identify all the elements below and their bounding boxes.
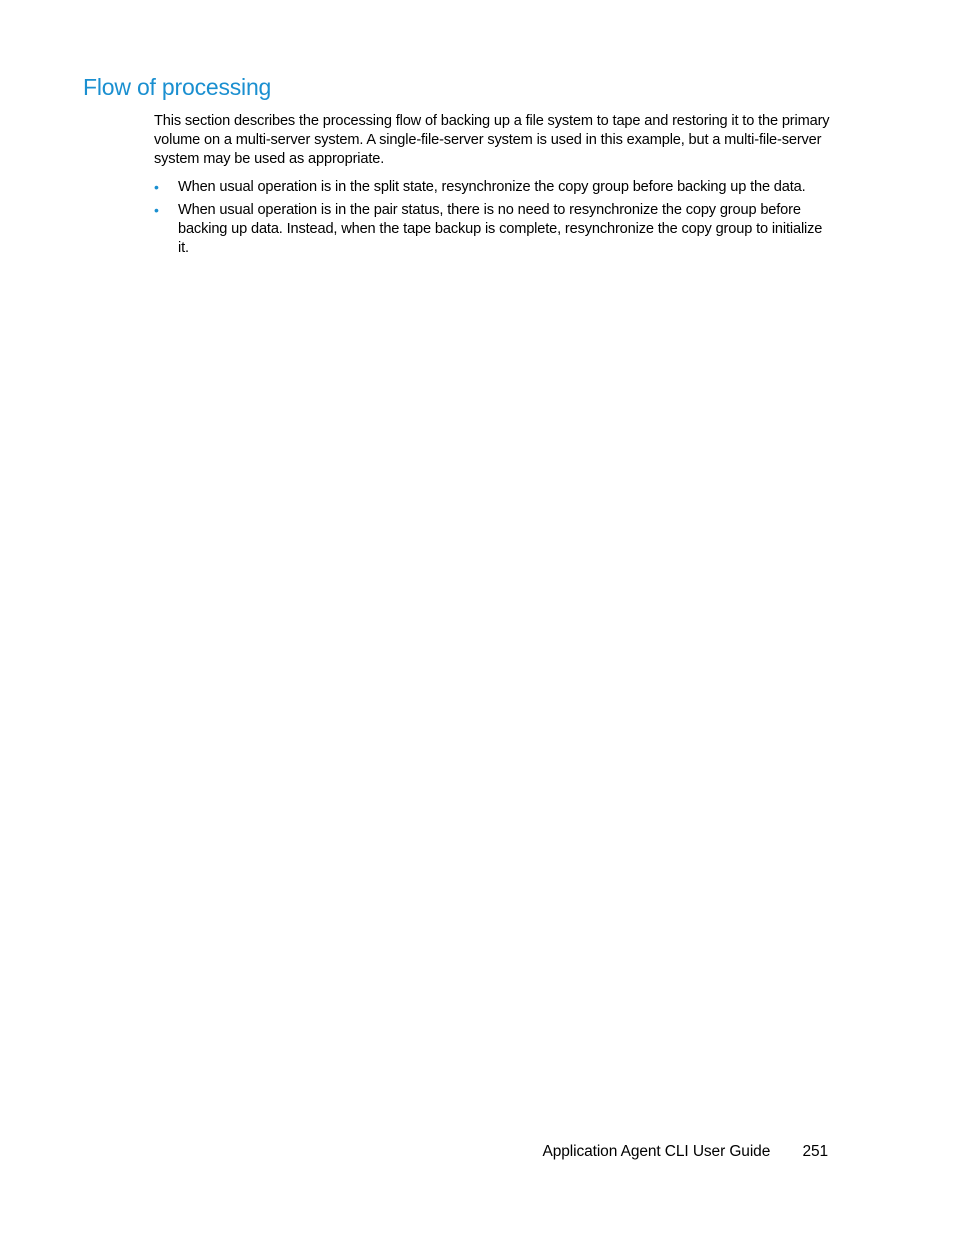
page-footer: [543, 1143, 829, 1161]
footer-guide-title: Application Agent CLI User Guide: [542, 1143, 771, 1160]
list-item: [154, 178, 834, 197]
bullet-icon: •: [154, 202, 159, 218]
intro-paragraph: This section describes the processing flow of backing up a file system to tape and restoring it to the primary volume on a multi-server system. A single-file-server system is used in this example, but a multi-file-server system may be used as appropriate.: [154, 113, 830, 167]
bullet-list: [154, 178, 834, 262]
bullet-text: When usual operation is in the split state, resynchronize the copy group before backing up the data.: [178, 179, 806, 195]
section-title: Flow of processing: [83, 74, 272, 100]
list-item: [154, 201, 834, 258]
page-number: 251: [802, 1143, 828, 1160]
bullet-icon: •: [154, 179, 159, 195]
bullet-text: When usual operation is in the pair status, there is no need to resynchronize the copy group before backing up data. Instead, when the tape backup is complete, resynchronize the copy group to initialize it.: [178, 202, 823, 256]
